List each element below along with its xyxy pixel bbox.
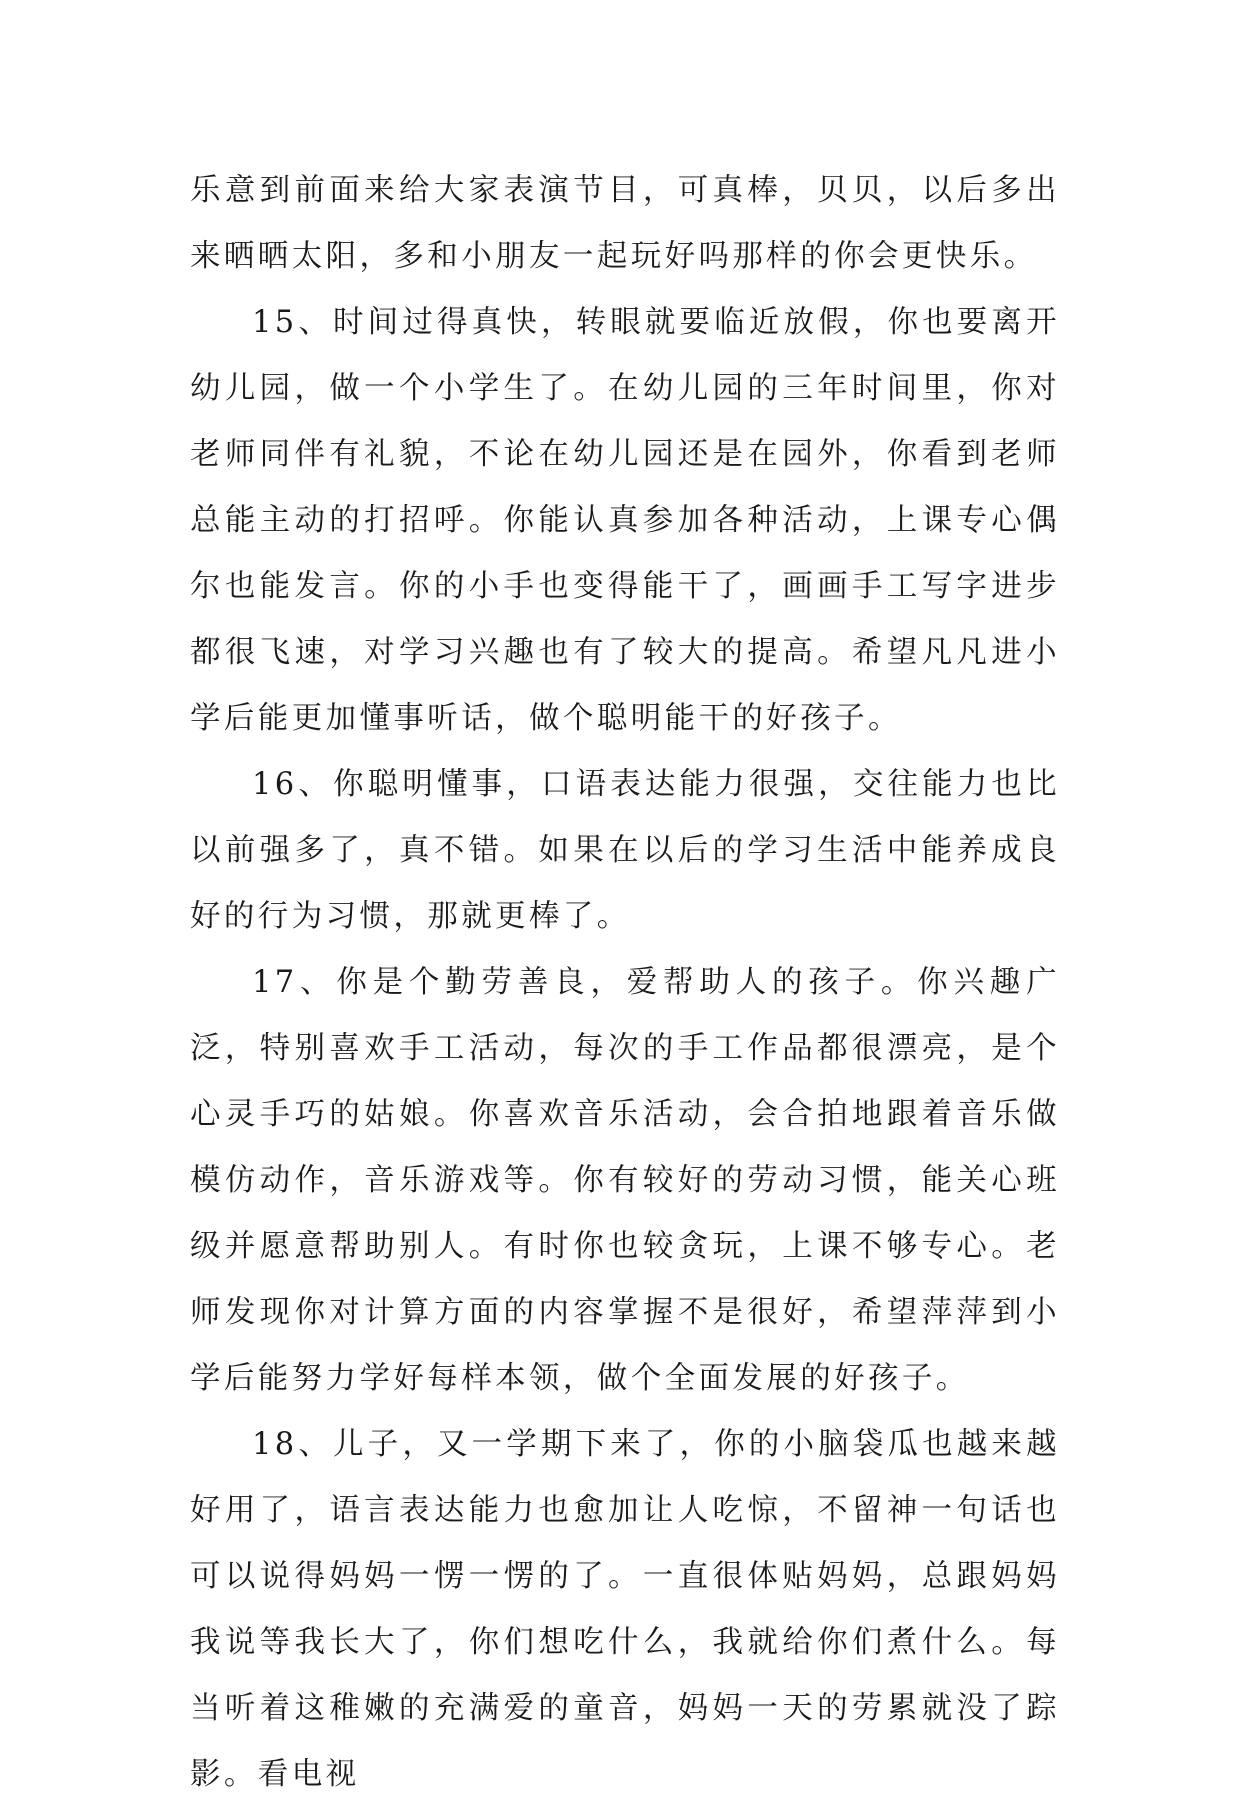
paragraph-17: 17、你是个勤劳善良，爱帮助人的孩子。你兴趣广泛，特别喜欢手工活动，每次的手工作品都很漂亮，是个心灵手巧的姑娘。你喜欢音乐活动，会合拍地跟着音乐做模仿动作，音乐游戏等。你有较好的劳动习惯，能关心班级并愿意帮助别人。有时你也较贪玩，上课不够专心。老师发现你对计算方面的内容掌握不是很好，希望萍萍到小学后能努力学好每样本领，做个全面发展的好孩子。: [190, 965, 1060, 1396]
paragraph-16: 16、你聪明懂事，口语表达能力很强，交往能力也比以前强多了，真不错。如果在以后的学习生活中能养成良好的行为习惯，那就更棒了。: [190, 767, 1060, 934]
paragraph-15: 15、时间过得真快，转眼就要临近放假，你也要离开幼儿园，做一个小学生了。在幼儿园的三年时间里，你对老师同伴有礼貌，不论在幼儿园还是在园外，你看到老师总能主动的打招呼。你能认真参加各种活动，上课专心偶尔也能发言。你的小手也变得能干了，画画手工写字进步都很飞速，对学习兴趣也有了较大的提高。希望凡凡进小学后能更加懂事听话，做个聪明能干的好孩子。: [190, 305, 1060, 736]
paragraph-continued: 乐意到前面来给大家表演节目，可真棒，贝贝，以后多出来晒晒太阳，多和小朋友一起玩好吗那样的你会更快乐。: [190, 173, 1060, 274]
document-body: [190, 158, 1060, 1808]
paragraph-18: 18、儿子，又一学期下来了，你的小脑袋瓜也越来越好用了，语言表达能力也愈加让人吃惊，不留神一句话也可以说得妈妈一愣一愣的了。一直很体贴妈妈，总跟妈妈我说等我长大了，你们想吃什么，我就给你们煮什么。每当听着这稚嫩的充满爱的童音，妈妈一天的劳累就没了踪影。看电视: [190, 1427, 1060, 1792]
